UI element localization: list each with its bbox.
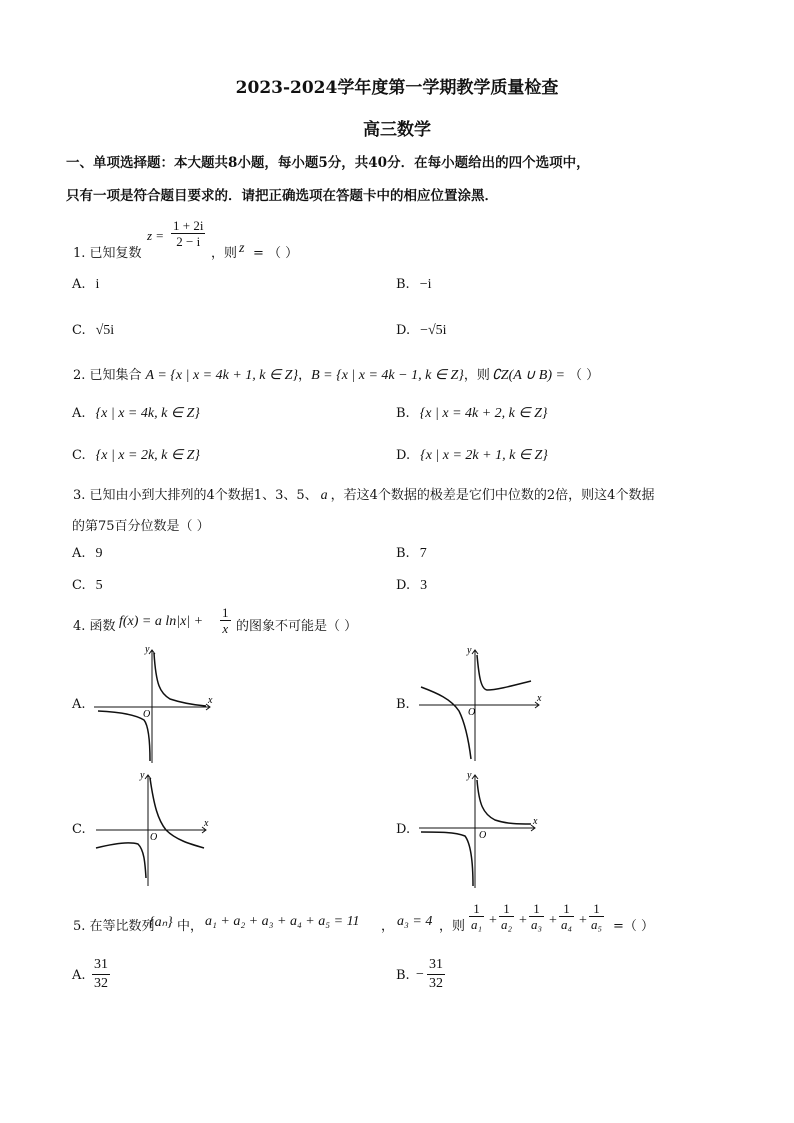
q5-term-4-denominator: a₄ bbox=[561, 917, 573, 932]
q5-option-a-numerator: 31 bbox=[92, 956, 110, 975]
q4-prefix: 4. 函数 bbox=[73, 619, 116, 634]
graph-b-origin: O bbox=[468, 707, 476, 718]
q2-option-c-value: {x | x = 2k, k ∈ Z} bbox=[95, 448, 200, 463]
q1-z: z bbox=[239, 241, 245, 256]
q1-option-a-value: i bbox=[95, 277, 100, 292]
q1-option-a[interactable] bbox=[72, 277, 99, 293]
q1-suffix: ，则 bbox=[211, 246, 238, 261]
q4-option-c[interactable]: C. bbox=[72, 822, 86, 837]
q2-expression: ∁Z(A ∪ B) = bbox=[491, 368, 565, 383]
q5-plus-1: + bbox=[489, 913, 497, 928]
q2-set-b: B = {x | x = 4k − 1, k ∈ Z} bbox=[311, 368, 464, 383]
q4-graph-a bbox=[90, 645, 220, 765]
q3-option-a-value: 9 bbox=[95, 546, 103, 561]
q2-option-b[interactable] bbox=[396, 405, 547, 422]
q2-suffix: ，则 bbox=[463, 368, 490, 383]
q3-variable-a: a bbox=[320, 488, 328, 503]
q3-option-d[interactable] bbox=[396, 578, 427, 594]
q1-lhs: z = bbox=[147, 228, 165, 243]
q3-option-b-value: 7 bbox=[419, 546, 427, 561]
q5-term-2-denominator: a₂ bbox=[501, 917, 513, 932]
q1-option-b[interactable] bbox=[396, 277, 431, 293]
q5-option-a-label: A. bbox=[72, 968, 86, 983]
q2-option-a-label: A. bbox=[72, 406, 86, 421]
q1-fraction-numerator: 1 + 2i bbox=[173, 218, 204, 233]
q2-option-d-value: {x | x = 2k + 1, k ∈ Z} bbox=[420, 448, 548, 463]
q1-tail: = （ ） bbox=[253, 246, 299, 261]
q5-term-5-numerator: 1 bbox=[589, 901, 604, 917]
q1-option-b-value: −i bbox=[419, 277, 432, 292]
q5-option-a-denominator: 32 bbox=[94, 976, 108, 991]
q5-plus-3: + bbox=[549, 913, 557, 928]
q5-option-a-fraction bbox=[92, 956, 110, 993]
graph-b-left-branch bbox=[421, 687, 471, 759]
q5-plus-2: + bbox=[519, 913, 527, 928]
q4-graph-c bbox=[92, 770, 217, 890]
q4-graph-d bbox=[415, 770, 545, 890]
q5-a3: a₃ = 4 bbox=[397, 914, 433, 929]
q5-plus-4: + bbox=[579, 913, 587, 928]
q2-option-c[interactable] bbox=[72, 447, 200, 464]
graph-d-y-label: y bbox=[467, 770, 472, 781]
q5-term-4 bbox=[559, 901, 574, 932]
q3-option-d-label: D. bbox=[396, 578, 411, 593]
q2-tail: （ ） bbox=[568, 368, 600, 383]
section-instructions-line1: 一、单项选择题：本大题共8小题，每小题5分，共40分．在每小题给出的四个选项中， bbox=[66, 155, 590, 171]
q4-option-a[interactable]: A. bbox=[72, 697, 86, 712]
q3-option-a[interactable] bbox=[72, 546, 103, 562]
graph-a-origin: O bbox=[143, 709, 151, 720]
graph-a-right-branch bbox=[154, 653, 206, 706]
graph-c-y-label: y bbox=[140, 770, 145, 781]
q3-option-c-label: C. bbox=[72, 578, 86, 593]
exam-subtitle: 高三数学 bbox=[363, 120, 431, 140]
q5-term-5-denominator: a₅ bbox=[591, 917, 603, 932]
q5-term-1-numerator: 1 bbox=[469, 901, 484, 917]
q5-option-b-numerator: 31 bbox=[427, 956, 445, 975]
q2-separator: ， bbox=[298, 368, 312, 383]
q3-option-b[interactable] bbox=[396, 546, 427, 562]
q5-term-5 bbox=[589, 901, 604, 932]
q2-option-c-label: C. bbox=[72, 448, 86, 463]
q3-line1-end: ，若这4个数据的极差是它们中位数的2倍，则这4个数据 bbox=[330, 488, 655, 503]
exam-title: 2023-2024学年度第一学期教学质量检查 bbox=[235, 78, 559, 98]
q5-option-b-sign: − bbox=[416, 967, 424, 982]
q4-option-d[interactable]: D. bbox=[396, 822, 411, 837]
q1-fraction bbox=[171, 218, 205, 249]
q1-option-c-value: √5i bbox=[95, 323, 115, 338]
q2-option-a-value: {x | x = 4k, k ∈ Z} bbox=[95, 406, 200, 421]
q5-sequence: {aₙ} bbox=[149, 915, 173, 930]
graph-d-right-branch bbox=[477, 780, 531, 824]
q5-then: ，则 bbox=[439, 919, 466, 934]
q5-term-3-numerator: 1 bbox=[529, 901, 544, 917]
graph-c-origin: O bbox=[150, 832, 158, 843]
q4-suffix: 的图象不可能是（ ） bbox=[236, 619, 358, 634]
q2-option-a[interactable] bbox=[72, 405, 200, 422]
q5-term-4-numerator: 1 bbox=[559, 901, 574, 917]
q2-option-b-label: B. bbox=[396, 406, 410, 421]
q1-option-d[interactable] bbox=[396, 323, 447, 339]
q5-option-b-fraction bbox=[427, 956, 445, 993]
q4-fraction-numerator: 1 bbox=[222, 605, 229, 620]
q4-graph-b bbox=[415, 645, 550, 765]
q3-option-c-value: 5 bbox=[95, 578, 103, 593]
q4-function: f(x) = a ln|x| + bbox=[119, 614, 204, 629]
q3-option-a-label: A. bbox=[72, 546, 86, 561]
q5-term-3 bbox=[529, 901, 544, 932]
q3-option-d-value: 3 bbox=[420, 578, 428, 593]
q5-prefix: 5. 在等比数列 bbox=[73, 919, 155, 934]
q5-term-1 bbox=[469, 901, 484, 932]
q1-option-d-label: D. bbox=[396, 323, 411, 338]
graph-c-x-label: x bbox=[204, 818, 209, 829]
graph-b-right-branch bbox=[477, 655, 531, 690]
q5-term-2-numerator: 1 bbox=[499, 901, 514, 917]
q1-option-b-label: B. bbox=[396, 277, 410, 292]
q3-line1-start: 3. 已知由小到大排列的4个数据1、3、5、 bbox=[73, 488, 318, 503]
graph-a-y-label: y bbox=[145, 644, 150, 655]
question-3-line1 bbox=[73, 484, 654, 504]
q1-option-d-value: −√5i bbox=[420, 323, 447, 338]
question-5-stem bbox=[73, 898, 713, 946]
q2-option-d[interactable] bbox=[396, 447, 548, 464]
graph-b-y-label: y bbox=[467, 645, 472, 656]
q1-fraction-denominator: 2 − i bbox=[176, 234, 201, 249]
q5-term-2 bbox=[499, 901, 514, 932]
q5-separator: ， bbox=[381, 919, 395, 934]
graph-b-x-label: x bbox=[537, 693, 542, 704]
q5-term-3-denominator: a₃ bbox=[531, 917, 543, 932]
q5-term-1-denominator: a₁ bbox=[471, 917, 483, 932]
q5-sum: a₁ + a₂ + a₃ + a₄ + a₅ = 11 bbox=[205, 914, 360, 929]
graph-c-left-branch bbox=[96, 843, 146, 878]
q2-option-b-value: {x | x = 4k + 2, k ∈ Z} bbox=[419, 406, 548, 421]
q1-option-c-label: C. bbox=[72, 323, 86, 338]
q5-option-b-denominator: 32 bbox=[429, 976, 443, 991]
q2-set-a: A = {x | x = 4k + 1, k ∈ Z} bbox=[145, 368, 299, 383]
q5-mid: 中， bbox=[177, 919, 204, 934]
q1-option-c[interactable] bbox=[72, 323, 114, 339]
graph-d-x-label: x bbox=[533, 816, 538, 827]
graph-d-origin: O bbox=[479, 830, 487, 841]
q5-tail: =（ ） bbox=[613, 919, 655, 934]
graph-d-left-branch bbox=[421, 832, 473, 886]
q4-option-b[interactable]: B. bbox=[396, 697, 410, 712]
q4-fraction-denominator: x bbox=[222, 621, 229, 636]
q3-option-c[interactable] bbox=[72, 578, 103, 594]
q4-fraction bbox=[220, 605, 231, 636]
q5-option-b-label: B. bbox=[396, 968, 410, 983]
q2-option-d-label: D. bbox=[396, 448, 411, 463]
graph-c-right-branch bbox=[150, 778, 204, 848]
section-instructions-line2: 只有一项是符合题目要求的．请把正确选项在答题卡中的相应位置涂黑． bbox=[66, 188, 498, 204]
q3-option-b-label: B. bbox=[396, 546, 410, 561]
graph-a-x-label: x bbox=[208, 695, 213, 706]
q2-prefix: 2. 已知集合 bbox=[73, 368, 142, 383]
q1-prefix: 1. 已知复数 bbox=[73, 246, 142, 261]
question-2-stem bbox=[73, 364, 599, 384]
q1-option-a-label: A. bbox=[72, 277, 86, 292]
question-3-line2: 的第75百分位数是（ ） bbox=[72, 519, 210, 534]
